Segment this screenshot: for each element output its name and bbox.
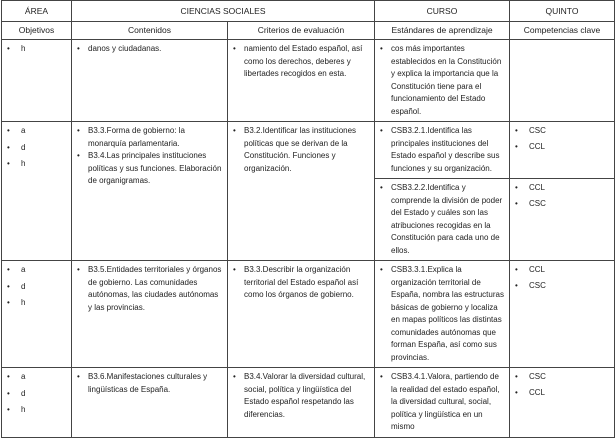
competencias-cell (510, 261, 615, 368)
column-header-objetivos: Objetivos (2, 22, 72, 40)
column-header-competencias: Competencias clave (510, 22, 615, 40)
competencia-item: • CSC (515, 371, 609, 384)
contenido-list (77, 371, 222, 396)
criterio-item: • B3.3.Describir la organización territorial del Estado español así como los órganos de gobierno. (233, 264, 369, 302)
column-header-estandares: Estándares de aprendizaje (375, 22, 510, 40)
criterio-list (233, 264, 369, 302)
criterio-item: • namiento del Estado español, así como los derechos, deberes y libertades recogidos en esta. (233, 43, 369, 81)
estandar-cell (375, 261, 510, 368)
column-header-contenidos: Contenidos (72, 22, 228, 40)
criterio-cell (228, 261, 375, 368)
contenido-item: • B3.3.Forma de gobierno: la monarquía parlamentaria. (77, 125, 222, 150)
contenido-item: • B3.4.Las principales instituciones políticas y sus funciones. Elaboración de organigramas. (77, 150, 222, 188)
competencia-list (515, 125, 609, 153)
table-body (2, 40, 615, 438)
curriculum-table (1, 0, 615, 438)
objetivo-item: • a (7, 264, 66, 277)
estandar-cell (375, 179, 510, 261)
estandar-item: • CSB3.2.1.Identifica las principales instituciones del Estado español y describe sus funciones y su organización. (380, 125, 504, 175)
objetivos-cell (2, 40, 72, 122)
contenido-item: • B3.5.Entidades territoriales y órganos de gobierno. Las comunidades autónomas, las ciudades autónomas y las provincias. (77, 264, 222, 314)
objetivo-list (7, 125, 66, 171)
area-label: ÁREA (2, 1, 72, 22)
header-row (2, 1, 615, 22)
contenido-item: • B3.6.Manifestaciones culturales y lingüísticas de España. (77, 371, 222, 396)
objetivo-item: • h (7, 404, 66, 417)
competencia-item: • CSC (515, 125, 609, 138)
objetivo-item: • h (7, 297, 66, 310)
estandar-list (380, 371, 504, 434)
estandar-item: • cos más importantes establecidos en la Constitución y explica la importancia que la Constitución tiene para el funcionamiento del Estado español. (380, 43, 504, 118)
table-row (2, 122, 615, 179)
objetivos-cell (2, 122, 72, 261)
table-row (2, 368, 615, 438)
objetivo-list (7, 43, 66, 56)
criterio-list (233, 371, 369, 421)
competencia-list (515, 264, 609, 292)
contenidos-cell (72, 368, 228, 438)
objetivo-list (7, 371, 66, 417)
contenido-list (77, 125, 222, 188)
course-value: QUINTO (510, 1, 615, 22)
criterio-cell (228, 122, 375, 261)
competencia-list (515, 182, 609, 210)
table-row (2, 261, 615, 368)
objetivo-item: • d (7, 142, 66, 155)
criterio-cell (228, 368, 375, 438)
competencia-item: • CSC (515, 198, 609, 211)
objetivo-item: • h (7, 43, 66, 56)
objetivo-list (7, 264, 66, 310)
competencia-item: • CCL (515, 141, 609, 154)
contenido-list (77, 43, 222, 56)
estandar-item: • CSB3.4.1.Valora, partiendo de la realidad del estado español, la diversidad cultural, social, política y lingüística en un mismo (380, 371, 504, 434)
objetivo-item: • a (7, 125, 66, 138)
contenidos-cell (72, 261, 228, 368)
objetivos-cell (2, 261, 72, 368)
criterio-item: • B3.2.Identificar las instituciones políticas que se derivan de la Constitución. Funciones y organización. (233, 125, 369, 175)
contenido-item: • danos y ciudadanas. (77, 43, 222, 56)
subject-title: CIENCIAS SOCIALES (72, 1, 375, 22)
competencia-item: • CCL (515, 182, 609, 195)
objetivo-item: • d (7, 388, 66, 401)
estandar-item: • CSB3.2.2.Identifica y comprende la división de poder del Estado y cuáles son las atribuciones recogidas en la Constitución para cada uno de ellos. (380, 182, 504, 257)
estandar-list (380, 264, 504, 364)
estandar-cell (375, 122, 510, 179)
table-row (2, 40, 615, 122)
objetivo-item: • d (7, 281, 66, 294)
estandar-list (380, 125, 504, 175)
estandar-cell (375, 368, 510, 438)
column-header-row (2, 22, 615, 40)
estandar-item: • CSB3.3.1.Explica la organización territorial de España, nombra las estructuras básicas de gobierno y localiza en mapas políticos las distintas comunidades autónomas que forman España, así como sus provincias. (380, 264, 504, 364)
course-label: CURSO (375, 1, 510, 22)
competencia-item: • CSC (515, 280, 609, 293)
criterio-list (233, 43, 369, 81)
column-header-criterios: Criterios de evaluación (228, 22, 375, 40)
estandar-list (380, 182, 504, 257)
contenido-list (77, 264, 222, 314)
estandar-list (380, 43, 504, 118)
competencias-cell (510, 122, 615, 179)
criterio-item: • B3.4.Valorar la diversidad cultural, social, política y lingüística del Estado español respetando las diferencias. (233, 371, 369, 421)
criterio-list (233, 125, 369, 175)
competencias-cell (510, 368, 615, 438)
competencias-cell (510, 40, 615, 122)
objetivos-cell (2, 368, 72, 438)
estandar-cell (375, 40, 510, 122)
competencia-item: • CCL (515, 264, 609, 277)
criterio-cell (228, 40, 375, 122)
competencia-item: • CCL (515, 387, 609, 400)
competencia-list (515, 371, 609, 399)
contenidos-cell (72, 40, 228, 122)
contenidos-cell (72, 122, 228, 261)
objetivo-item: • h (7, 158, 66, 171)
competencias-cell (510, 179, 615, 261)
objetivo-item: • a (7, 371, 66, 384)
